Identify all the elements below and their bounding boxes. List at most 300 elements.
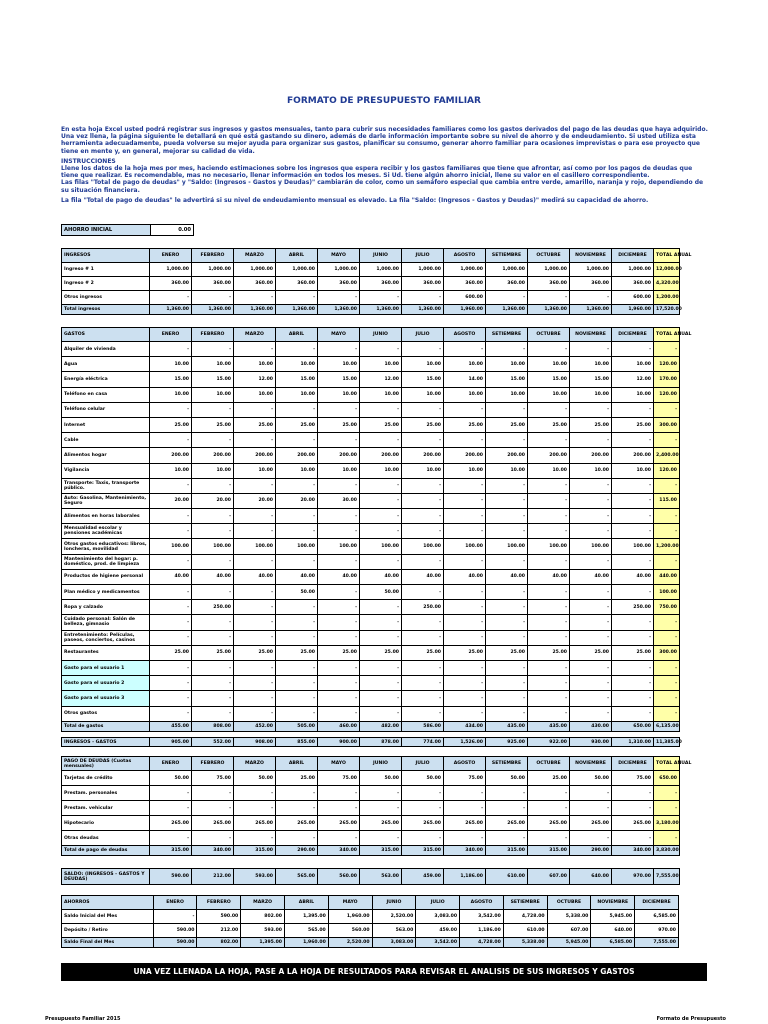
month-value-cell[interactable]: - (276, 600, 318, 615)
month-value-cell[interactable]: - (486, 493, 528, 508)
month-value-cell[interactable]: - (360, 676, 402, 691)
month-value-cell[interactable]: - (276, 402, 318, 417)
month-value-cell[interactable]: 50.00 (360, 585, 402, 600)
month-value-cell[interactable]: 360.00 (276, 277, 318, 291)
month-value-cell[interactable]: 565.00 (285, 924, 329, 938)
month-value-cell[interactable]: - (612, 786, 654, 801)
month-value-cell[interactable]: 563.00 (372, 924, 416, 938)
month-value-cell[interactable]: 15.00 (150, 372, 192, 387)
month-value-cell[interactable]: - (444, 615, 486, 630)
month-value-cell[interactable]: - (318, 478, 360, 493)
month-value-cell[interactable]: - (192, 676, 234, 691)
month-value-cell[interactable]: - (234, 342, 276, 357)
month-value-cell[interactable]: 250.00 (402, 600, 444, 615)
month-value-cell[interactable]: 25.00 (570, 645, 612, 660)
month-value-cell[interactable]: 360.00 (570, 277, 612, 291)
month-value-cell[interactable]: 1,526.00 (444, 738, 486, 747)
month-value-cell[interactable]: 25.00 (444, 645, 486, 660)
month-value-cell[interactable]: - (150, 585, 192, 600)
month-value-cell[interactable]: 460.00 (318, 721, 360, 731)
month-value-cell[interactable]: 25.00 (192, 417, 234, 432)
month-value-cell[interactable]: 25.00 (276, 645, 318, 660)
month-value-cell[interactable]: 315.00 (486, 846, 528, 856)
month-value-cell[interactable]: - (570, 493, 612, 508)
month-value-cell[interactable]: - (444, 554, 486, 569)
month-value-cell[interactable]: 265.00 (570, 816, 612, 831)
month-value-cell[interactable]: 360.00 (402, 277, 444, 291)
month-value-cell[interactable]: 10.00 (318, 357, 360, 372)
month-value-cell[interactable]: 1,000.00 (444, 263, 486, 277)
month-value-cell[interactable]: - (318, 660, 360, 675)
month-value-cell[interactable]: 4,728.00 (503, 910, 547, 924)
month-value-cell[interactable]: 40.00 (444, 569, 486, 584)
month-value-cell[interactable]: - (234, 433, 276, 448)
month-value-cell[interactable]: 10.00 (612, 463, 654, 478)
month-value-cell[interactable]: - (150, 342, 192, 357)
month-value-cell[interactable]: - (528, 524, 570, 539)
month-value-cell[interactable]: - (612, 554, 654, 569)
month-value-cell[interactable]: 100.00 (528, 539, 570, 554)
month-value-cell[interactable]: - (486, 786, 528, 801)
month-value-cell[interactable]: - (234, 554, 276, 569)
month-value-cell[interactable]: - (402, 291, 444, 305)
month-value-cell[interactable]: - (234, 706, 276, 721)
month-value-cell[interactable]: - (150, 478, 192, 493)
month-value-cell[interactable]: - (528, 691, 570, 706)
month-value-cell[interactable]: - (234, 801, 276, 816)
month-value-cell[interactable]: - (276, 509, 318, 524)
month-value-cell[interactable]: - (318, 676, 360, 691)
month-value-cell[interactable]: - (318, 630, 360, 645)
month-value-cell[interactable]: 265.00 (612, 816, 654, 831)
month-value-cell[interactable]: - (528, 615, 570, 630)
month-value-cell[interactable]: 25.00 (318, 645, 360, 660)
month-value-cell[interactable]: 25.00 (612, 645, 654, 660)
month-value-cell[interactable]: 600.00 (612, 291, 654, 305)
month-value-cell[interactable]: - (192, 615, 234, 630)
month-value-cell[interactable]: - (276, 660, 318, 675)
month-value-cell[interactable]: - (528, 509, 570, 524)
month-value-cell[interactable]: - (234, 691, 276, 706)
month-value-cell[interactable]: 10.00 (528, 463, 570, 478)
month-value-cell[interactable]: 340.00 (612, 846, 654, 856)
month-value-cell[interactable]: 560.00 (318, 869, 360, 885)
month-value-cell[interactable]: - (486, 706, 528, 721)
month-value-cell[interactable]: 10.00 (360, 463, 402, 478)
month-value-cell[interactable]: 1,360.00 (486, 305, 528, 315)
month-value-cell[interactable]: 340.00 (444, 846, 486, 856)
month-value-cell[interactable]: 593.00 (234, 869, 276, 885)
month-value-cell[interactable]: 552.00 (192, 738, 234, 747)
month-value-cell[interactable]: 360.00 (192, 277, 234, 291)
month-value-cell[interactable]: - (234, 630, 276, 645)
month-value-cell[interactable]: 100.00 (192, 539, 234, 554)
month-value-cell[interactable]: - (402, 676, 444, 691)
month-value-cell[interactable]: 250.00 (192, 600, 234, 615)
month-value-cell[interactable]: - (612, 509, 654, 524)
month-value-cell[interactable]: 563.00 (360, 869, 402, 885)
month-value-cell[interactable]: 40.00 (486, 569, 528, 584)
month-value-cell[interactable]: 200.00 (150, 448, 192, 463)
month-value-cell[interactable]: 1,000.00 (612, 263, 654, 277)
month-value-cell[interactable]: - (444, 630, 486, 645)
month-value-cell[interactable]: - (486, 801, 528, 816)
month-value-cell[interactable]: - (570, 676, 612, 691)
month-value-cell[interactable]: 10.00 (192, 357, 234, 372)
month-value-cell[interactable]: - (150, 509, 192, 524)
month-value-cell[interactable]: 25.00 (444, 417, 486, 432)
month-value-cell[interactable]: 1,360.00 (318, 305, 360, 315)
month-value-cell[interactable]: 100.00 (570, 539, 612, 554)
month-value-cell[interactable]: 925.00 (486, 738, 528, 747)
month-value-cell[interactable]: 1,360.00 (192, 305, 234, 315)
month-value-cell[interactable]: - (444, 433, 486, 448)
month-value-cell[interactable]: - (402, 786, 444, 801)
month-value-cell[interactable]: 640.00 (591, 924, 635, 938)
month-value-cell[interactable]: 40.00 (234, 569, 276, 584)
month-value-cell[interactable]: - (192, 524, 234, 539)
month-value-cell[interactable]: 50.00 (360, 771, 402, 786)
month-value-cell[interactable]: 20.00 (192, 493, 234, 508)
month-value-cell[interactable]: - (402, 342, 444, 357)
month-value-cell[interactable]: - (444, 478, 486, 493)
month-value-cell[interactable]: 10.00 (234, 463, 276, 478)
month-value-cell[interactable]: 600.00 (444, 291, 486, 305)
month-value-cell[interactable]: 100.00 (402, 539, 444, 554)
month-value-cell[interactable]: 10.00 (486, 357, 528, 372)
month-value-cell[interactable]: - (192, 342, 234, 357)
month-value-cell[interactable]: 10.00 (444, 463, 486, 478)
month-value-cell[interactable]: - (486, 554, 528, 569)
month-value-cell[interactable]: - (402, 524, 444, 539)
month-value-cell[interactable]: 930.00 (570, 738, 612, 747)
month-value-cell[interactable]: - (570, 691, 612, 706)
month-value-cell[interactable]: - (612, 630, 654, 645)
month-value-cell[interactable]: - (150, 291, 192, 305)
month-value-cell[interactable]: 593.00 (241, 924, 285, 938)
month-value-cell[interactable]: - (192, 660, 234, 675)
month-value-cell[interactable]: 430.00 (570, 721, 612, 731)
month-value-cell[interactable]: - (402, 585, 444, 600)
month-value-cell[interactable]: 802.00 (241, 910, 285, 924)
month-value-cell[interactable]: - (402, 478, 444, 493)
month-value-cell[interactable]: 360.00 (360, 277, 402, 291)
month-value-cell[interactable]: 10.00 (276, 387, 318, 402)
month-value-cell[interactable]: 7,555.00 (635, 938, 679, 948)
month-value-cell[interactable]: 610.00 (503, 924, 547, 938)
month-value-cell[interactable]: - (318, 509, 360, 524)
month-value-cell[interactable]: - (276, 801, 318, 816)
month-value-cell[interactable]: - (486, 691, 528, 706)
month-value-cell[interactable]: 315.00 (150, 846, 192, 856)
month-value-cell[interactable]: - (444, 493, 486, 508)
month-value-cell[interactable]: - (234, 524, 276, 539)
month-value-cell[interactable]: - (444, 402, 486, 417)
month-value-cell[interactable]: 40.00 (192, 569, 234, 584)
month-value-cell[interactable]: - (444, 801, 486, 816)
month-value-cell[interactable]: - (318, 554, 360, 569)
month-value-cell[interactable]: 5,945.00 (547, 938, 591, 948)
month-value-cell[interactable]: 10.00 (612, 387, 654, 402)
month-value-cell[interactable]: 10.00 (150, 357, 192, 372)
month-value-cell[interactable]: - (153, 910, 197, 924)
month-value-cell[interactable]: 610.00 (486, 869, 528, 885)
month-value-cell[interactable]: 1,000.00 (318, 263, 360, 277)
month-value-cell[interactable]: - (528, 342, 570, 357)
month-value-cell[interactable]: 1,000.00 (528, 263, 570, 277)
month-value-cell[interactable]: 10.00 (528, 357, 570, 372)
month-value-cell[interactable]: 25.00 (234, 417, 276, 432)
month-value-cell[interactable]: 10.00 (150, 463, 192, 478)
month-value-cell[interactable]: - (276, 706, 318, 721)
month-value-cell[interactable]: 25.00 (486, 645, 528, 660)
month-value-cell[interactable]: 586.00 (402, 721, 444, 731)
month-value-cell[interactable]: 1,360.00 (528, 305, 570, 315)
month-value-cell[interactable]: - (150, 691, 192, 706)
month-value-cell[interactable]: - (486, 600, 528, 615)
month-value-cell[interactable]: 855.00 (276, 738, 318, 747)
month-value-cell[interactable]: 482.00 (360, 721, 402, 731)
month-value-cell[interactable]: 10.00 (192, 463, 234, 478)
month-value-cell[interactable]: 25.00 (528, 645, 570, 660)
month-value-cell[interactable]: 1,960.00 (285, 938, 329, 948)
month-value-cell[interactable]: - (318, 585, 360, 600)
month-value-cell[interactable]: 340.00 (318, 846, 360, 856)
month-value-cell[interactable]: - (570, 600, 612, 615)
month-value-cell[interactable]: - (150, 660, 192, 675)
month-value-cell[interactable]: 435.00 (528, 721, 570, 731)
month-value-cell[interactable]: 505.00 (276, 721, 318, 731)
month-value-cell[interactable]: 5,338.00 (503, 938, 547, 948)
month-value-cell[interactable]: 75.00 (192, 771, 234, 786)
month-value-cell[interactable]: - (318, 402, 360, 417)
month-value-cell[interactable]: - (276, 342, 318, 357)
month-value-cell[interactable]: 340.00 (192, 846, 234, 856)
month-value-cell[interactable]: 25.00 (360, 417, 402, 432)
month-value-cell[interactable]: - (402, 691, 444, 706)
month-value-cell[interactable]: 40.00 (318, 569, 360, 584)
month-value-cell[interactable]: 10.00 (486, 463, 528, 478)
month-value-cell[interactable]: - (276, 478, 318, 493)
month-value-cell[interactable]: 10.00 (360, 387, 402, 402)
month-value-cell[interactable]: - (612, 615, 654, 630)
month-value-cell[interactable]: 100.00 (318, 539, 360, 554)
month-value-cell[interactable]: 3,542.00 (460, 910, 504, 924)
month-value-cell[interactable]: 25.00 (360, 645, 402, 660)
month-value-cell[interactable]: - (150, 630, 192, 645)
month-value-cell[interactable]: - (570, 630, 612, 645)
month-value-cell[interactable]: - (402, 801, 444, 816)
month-value-cell[interactable]: - (360, 691, 402, 706)
month-value-cell[interactable]: 40.00 (150, 569, 192, 584)
month-value-cell[interactable]: - (444, 831, 486, 846)
month-value-cell[interactable]: - (192, 433, 234, 448)
month-value-cell[interactable]: - (486, 478, 528, 493)
month-value-cell[interactable]: 25.00 (150, 645, 192, 660)
month-value-cell[interactable]: 15.00 (486, 372, 528, 387)
month-value-cell[interactable]: 10.00 (570, 357, 612, 372)
month-value-cell[interactable]: 212.00 (192, 869, 234, 885)
month-value-cell[interactable]: 10.00 (234, 357, 276, 372)
month-value-cell[interactable]: 5,338.00 (547, 910, 591, 924)
month-value-cell[interactable]: 265.00 (444, 816, 486, 831)
month-value-cell[interactable]: - (444, 786, 486, 801)
month-value-cell[interactable]: 15.00 (318, 372, 360, 387)
month-value-cell[interactable]: 25.00 (402, 417, 444, 432)
month-value-cell[interactable]: 970.00 (612, 869, 654, 885)
month-value-cell[interactable]: 590.00 (153, 938, 197, 948)
month-value-cell[interactable]: - (570, 801, 612, 816)
month-value-cell[interactable]: - (570, 291, 612, 305)
month-value-cell[interactable]: - (360, 402, 402, 417)
month-value-cell[interactable]: - (402, 630, 444, 645)
month-value-cell[interactable]: 10.00 (486, 387, 528, 402)
month-value-cell[interactable]: 50.00 (150, 771, 192, 786)
month-value-cell[interactable]: - (444, 676, 486, 691)
month-value-cell[interactable]: 435.00 (486, 721, 528, 731)
month-value-cell[interactable]: - (402, 615, 444, 630)
month-value-cell[interactable]: - (486, 291, 528, 305)
month-value-cell[interactable]: 10.00 (276, 463, 318, 478)
month-value-cell[interactable]: - (402, 660, 444, 675)
month-value-cell[interactable]: - (192, 706, 234, 721)
month-value-cell[interactable]: 3,083.00 (416, 910, 460, 924)
month-value-cell[interactable]: - (318, 291, 360, 305)
month-value-cell[interactable]: - (150, 676, 192, 691)
month-value-cell[interactable]: - (192, 509, 234, 524)
month-value-cell[interactable]: - (150, 402, 192, 417)
month-value-cell[interactable]: 25.00 (276, 417, 318, 432)
month-value-cell[interactable]: 360.00 (318, 277, 360, 291)
month-value-cell[interactable]: - (360, 600, 402, 615)
month-value-cell[interactable]: 878.00 (360, 738, 402, 747)
month-value-cell[interactable]: - (612, 478, 654, 493)
month-value-cell[interactable]: 290.00 (570, 846, 612, 856)
month-value-cell[interactable]: - (192, 630, 234, 645)
month-value-cell[interactable]: - (570, 509, 612, 524)
month-value-cell[interactable]: - (276, 433, 318, 448)
month-value-cell[interactable]: 100.00 (150, 539, 192, 554)
month-value-cell[interactable]: - (612, 676, 654, 691)
month-value-cell[interactable]: 560.00 (328, 924, 372, 938)
month-value-cell[interactable]: - (360, 660, 402, 675)
month-value-cell[interactable]: 12.00 (234, 372, 276, 387)
month-value-cell[interactable]: 10.00 (318, 463, 360, 478)
month-value-cell[interactable]: 40.00 (570, 569, 612, 584)
month-value-cell[interactable]: - (612, 660, 654, 675)
month-value-cell[interactable]: 250.00 (612, 600, 654, 615)
month-value-cell[interactable]: 6,585.00 (591, 938, 635, 948)
month-value-cell[interactable]: - (486, 524, 528, 539)
month-value-cell[interactable]: 10.00 (360, 357, 402, 372)
month-value-cell[interactable]: 315.00 (234, 846, 276, 856)
month-value-cell[interactable]: - (528, 630, 570, 645)
month-value-cell[interactable]: - (150, 554, 192, 569)
month-value-cell[interactable]: 15.00 (192, 372, 234, 387)
ahorro-inicial-input[interactable]: 0.00 (151, 225, 194, 236)
month-value-cell[interactable]: - (402, 493, 444, 508)
month-value-cell[interactable]: - (528, 493, 570, 508)
month-value-cell[interactable]: 459.00 (416, 924, 460, 938)
month-value-cell[interactable]: 1,000.00 (402, 263, 444, 277)
month-value-cell[interactable]: 2,520.00 (328, 938, 372, 948)
month-value-cell[interactable]: - (444, 691, 486, 706)
month-value-cell[interactable]: - (276, 676, 318, 691)
month-value-cell[interactable]: - (192, 554, 234, 569)
month-value-cell[interactable]: 200.00 (360, 448, 402, 463)
month-value-cell[interactable]: - (276, 691, 318, 706)
month-value-cell[interactable]: - (234, 291, 276, 305)
month-value-cell[interactable]: - (444, 585, 486, 600)
month-value-cell[interactable]: 640.00 (570, 869, 612, 885)
month-value-cell[interactable]: - (570, 478, 612, 493)
month-value-cell[interactable]: 360.00 (528, 277, 570, 291)
month-value-cell[interactable]: 10.00 (570, 387, 612, 402)
month-value-cell[interactable]: 75.00 (612, 771, 654, 786)
month-value-cell[interactable]: - (276, 831, 318, 846)
month-value-cell[interactable]: 25.00 (318, 417, 360, 432)
month-value-cell[interactable]: - (234, 585, 276, 600)
month-value-cell[interactable]: - (318, 831, 360, 846)
month-value-cell[interactable]: - (402, 831, 444, 846)
month-value-cell[interactable]: 455.00 (150, 721, 192, 731)
month-value-cell[interactable]: - (150, 786, 192, 801)
month-value-cell[interactable]: - (528, 676, 570, 691)
month-value-cell[interactable]: 25.00 (234, 645, 276, 660)
month-value-cell[interactable]: 360.00 (486, 277, 528, 291)
month-value-cell[interactable]: - (402, 554, 444, 569)
month-value-cell[interactable]: 360.00 (612, 277, 654, 291)
month-value-cell[interactable]: 360.00 (150, 277, 192, 291)
month-value-cell[interactable]: - (234, 660, 276, 675)
month-value-cell[interactable]: - (570, 524, 612, 539)
month-value-cell[interactable]: 590.00 (197, 910, 241, 924)
month-value-cell[interactable]: - (612, 402, 654, 417)
month-value-cell[interactable]: - (612, 493, 654, 508)
month-value-cell[interactable]: - (234, 786, 276, 801)
month-value-cell[interactable]: 452.00 (234, 721, 276, 731)
month-value-cell[interactable]: 265.00 (528, 816, 570, 831)
month-value-cell[interactable]: 212.00 (197, 924, 241, 938)
month-value-cell[interactable]: - (360, 493, 402, 508)
month-value-cell[interactable]: - (570, 433, 612, 448)
month-value-cell[interactable]: - (444, 524, 486, 539)
month-value-cell[interactable]: - (444, 509, 486, 524)
month-value-cell[interactable]: 265.00 (276, 816, 318, 831)
month-value-cell[interactable]: 1,395.00 (241, 938, 285, 948)
month-value-cell[interactable]: - (318, 691, 360, 706)
month-value-cell[interactable]: - (402, 509, 444, 524)
month-value-cell[interactable]: - (444, 706, 486, 721)
month-value-cell[interactable]: - (234, 615, 276, 630)
month-value-cell[interactable]: 100.00 (612, 539, 654, 554)
month-value-cell[interactable]: 1,000.00 (570, 263, 612, 277)
month-value-cell[interactable]: 2,520.00 (372, 910, 416, 924)
month-value-cell[interactable]: - (612, 524, 654, 539)
month-value-cell[interactable]: 100.00 (486, 539, 528, 554)
month-value-cell[interactable]: - (486, 585, 528, 600)
month-value-cell[interactable]: 1,360.00 (402, 305, 444, 315)
month-value-cell[interactable]: 15.00 (402, 372, 444, 387)
month-value-cell[interactable]: 434.00 (444, 721, 486, 731)
month-value-cell[interactable]: 315.00 (402, 846, 444, 856)
month-value-cell[interactable]: 360.00 (234, 277, 276, 291)
month-value-cell[interactable]: - (318, 600, 360, 615)
month-value-cell[interactable]: 50.00 (486, 771, 528, 786)
month-value-cell[interactable]: 40.00 (360, 569, 402, 584)
month-value-cell[interactable]: 75.00 (318, 771, 360, 786)
month-value-cell[interactable]: - (276, 291, 318, 305)
